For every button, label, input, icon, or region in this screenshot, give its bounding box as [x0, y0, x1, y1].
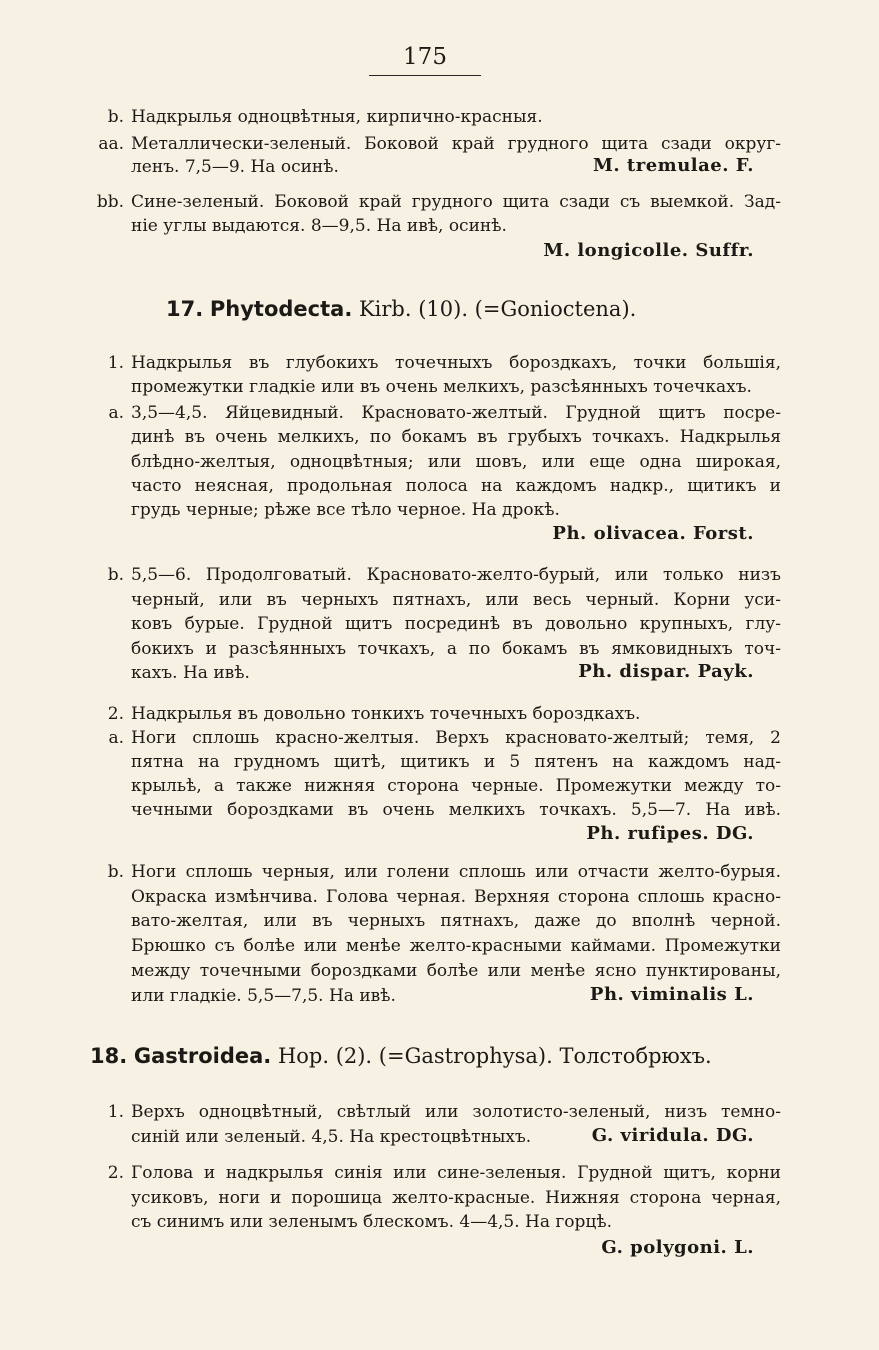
key-text: между точечными бороздками болѣе или менѣе ясно пунктированы, [131, 961, 781, 981]
species-name: Ph. dispar. Payk. [578, 661, 754, 682]
key-text: Металлически-зеленый. Боковой край грудного щита сзади округ- [131, 134, 781, 154]
key-label: b. [107, 107, 124, 127]
key-label: aa. [98, 134, 124, 154]
genus-number: 18. [90, 1044, 128, 1068]
key-text: Голова и надкрылья синія или сине-зеленыя. Грудной щитъ, корни [131, 1163, 781, 1183]
genus-heading [90, 1041, 712, 1071]
key-text: Надкрылья въ глубокихъ точечныхъ бороздкахъ, точки большія, [131, 353, 781, 373]
key-label: 2. [107, 1163, 124, 1183]
key-text: или гладкіе. 5,5—7,5. На ивѣ. [131, 986, 396, 1006]
key-label: 1. [107, 1102, 124, 1122]
species-name: M. tremulae. F. [592, 155, 754, 176]
genus-details: Hop. (2). (=Gastrophysa). Толстобрюхъ. [277, 1044, 712, 1068]
key-text: кахъ. На ивѣ. [131, 663, 250, 683]
key-text: усиковъ, ноги и порошица желто-красные. Нижняя сторона черная, [131, 1188, 781, 1208]
key-text: вато-желтая, или въ черныхъ пятнахъ, даже до вполнѣ черной. [131, 911, 781, 931]
key-text: ковъ бурые. Грудной щитъ посрединѣ въ довольно крупныхъ, глу- [131, 614, 781, 634]
key-text: промежутки гладкіе или въ очень мелкихъ, разсѣянныхъ точечкахъ. [131, 377, 752, 397]
key-text: грудь черные; рѣже все тѣло черное. На дрокѣ. [131, 500, 560, 520]
genus-details: Kirb. (10). (=Gonioctena). [358, 297, 637, 321]
key-text: крыльѣ, а также нижняя сторона черные. Промежутки между то- [131, 776, 781, 796]
page-number: 175 [369, 42, 481, 76]
species-name: G. polygoni. L. [601, 1237, 754, 1258]
key-text: Надкрылья одноцвѣтныя, кирпично-красныя. [131, 107, 543, 127]
key-text: Ноги сплошь красно-желтыя. Верхъ красновато-желтый; темя, 2 [131, 728, 781, 748]
key-label: bb. [96, 192, 124, 212]
key-label: b. [107, 862, 124, 882]
key-text: Ноги сплошь черныя, или голени сплошь или отчасти желто-бурыя. [131, 862, 781, 882]
key-text: ленъ. 7,5—9. На осинѣ. [131, 157, 339, 177]
genus-name: Phytodecta. [209, 297, 353, 321]
key-text: чечными бороздками въ очень мелкихъ точкахъ. 5,5—7. На ивѣ. [131, 800, 781, 820]
key-text: съ синимъ или зеленымъ блескомъ. 4—4,5. На горцѣ. [131, 1212, 613, 1232]
species-name: Ph. olivacea. Forst. [552, 523, 754, 544]
key-label: 2. [107, 704, 124, 724]
species-name: Ph. rufipes. DG. [586, 823, 754, 844]
key-text: Сине-зеленый. Боковой край грудного щита сзади съ выемкой. Зад- [131, 192, 781, 212]
key-text: Окраска измѣнчива. Голова черная. Верхняя сторона сплошь красно- [131, 887, 781, 907]
key-text: ніе углы выдаются. 8—9,5. На ивѣ, осинѣ. [131, 216, 507, 236]
key-text: Брюшко съ болѣе или менѣе желто-красными каймами. Промежутки [131, 936, 781, 956]
key-label: 1. [107, 353, 124, 373]
genus-name: Gastroidea. [133, 1044, 272, 1068]
species-name: Ph. viminalis L. [589, 984, 754, 1005]
key-text: черный, или въ черныхъ пятнахъ, или весь черный. Корни уси- [131, 590, 781, 610]
key-label: b. [107, 565, 124, 585]
genus-number: 17. [166, 297, 204, 321]
key-text: Надкрылья въ довольно тонкихъ точечныхъ бороздкахъ. [131, 704, 641, 724]
key-text: 5,5—6. Продолговатый. Красновато-желто-бурый, или только низъ [131, 565, 781, 585]
key-text: часто неясная, продольная полоса на каждомъ надкр., щитикъ и [131, 476, 781, 496]
key-text: Верхъ одноцвѣтный, свѣтлый или золотисто-зеленый, низъ темно- [131, 1102, 781, 1122]
key-label: a. [108, 403, 124, 423]
key-text: 3,5—4,5. Яйцевидный. Красновато-желтый. Грудной щитъ посре- [131, 403, 781, 423]
species-name: G. viridula. DG. [591, 1125, 754, 1146]
species-name: M. longicolle. Suffr. [543, 240, 754, 261]
key-text: пятна на грудномъ щитѣ, щитикъ и 5 пятенъ на каждомъ над- [131, 752, 781, 772]
key-label: a. [108, 728, 124, 748]
key-text: синій или зеленый. 4,5. На крестоцвѣтныхъ. [131, 1127, 532, 1147]
genus-heading [166, 294, 636, 324]
key-text: бокихъ и разсѣянныхъ точкахъ, а по бокамъ въ ямковидныхъ точ- [131, 639, 781, 659]
key-text: блѣдно-желтыя, одноцвѣтныя; или шовъ, или еще одна широкая, [131, 452, 781, 472]
key-text: динѣ въ очень мелкихъ, по бокамъ въ грубыхъ точкахъ. Надкрылья [131, 427, 781, 447]
